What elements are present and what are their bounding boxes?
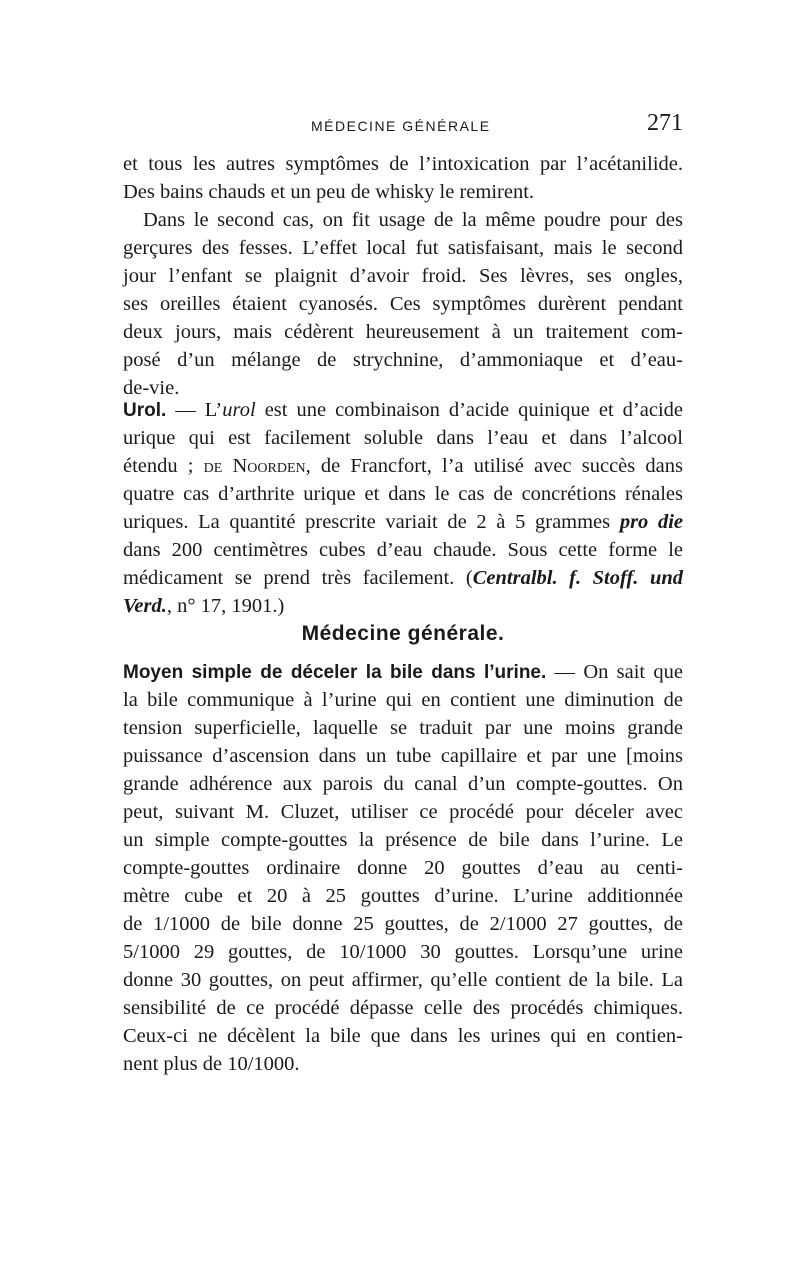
text-line: Verd., n° 17, 1901.) — [123, 595, 285, 617]
text-line: mètre cube et 20 à 25 gouttes d’urine. L’urine additionnée — [123, 885, 683, 907]
text-line: et tous les autres symptômes de l’intoxication par l’acétanilide. — [123, 153, 683, 175]
section-heading — [123, 620, 683, 648]
article-title-urol: Urol. — [123, 400, 167, 421]
text-line: compte-gouttes ordinaire donne 20 gouttes d’eau au centi- — [123, 857, 683, 879]
text-line: uriques. La quantité prescrite variait de 2 à 5 grammes pro die — [123, 511, 683, 533]
citation-journal: Centralbl. f. Stoff. und — [472, 567, 683, 589]
text-line: sensibilité de ce procédé dépasse celle des procédés chimiques. — [123, 997, 683, 1019]
page-number: 271 — [647, 110, 683, 136]
text-line: Des bains chauds et un peu de whisky le remirent. — [123, 181, 535, 203]
text-line: donne 30 gouttes, on peut affirmer, qu’elle contient de la bile. La — [123, 969, 683, 991]
text-line: Moyen simple de déceler la bile dans l’urine. — On sait que — [123, 661, 683, 683]
text-line: jour l’enfant se plaignit d’avoir froid. Ses lèvres, ses ongles, — [123, 265, 683, 287]
text-line: de-vie. — [123, 377, 180, 399]
text-line: urique qui est facilement soluble dans l’eau et dans l’alcool — [123, 427, 683, 449]
text-line: médicament se prend très facilement. (Centralbl. f. Stoff. und — [123, 567, 683, 589]
text-line: Urol. — L’urol est une combinaison d’acide quinique et d’acide — [123, 399, 684, 421]
paragraph-acetanilide-end — [123, 150, 683, 206]
article-title-bile: Moyen simple de déceler la bile dans l’urine. — [123, 662, 547, 683]
text-line: gerçures des fesses. L’effet local fut satisfaisant, mais le second — [123, 237, 683, 259]
text-line: de 1/1000 de bile donne 25 gouttes, de 2/1000 27 gouttes, de — [123, 913, 683, 935]
text-line: peut, suivant M. Cluzet, utiliser ce procédé pour déceler avec — [123, 801, 683, 823]
text-line: grande adhérence aux parois du canal d’un compte-gouttes. On — [123, 773, 683, 795]
text-line: ses oreilles étaient cyanosés. Ces symptômes durèrent pendant — [123, 293, 683, 315]
paragraph-second-case — [123, 206, 683, 402]
text-line: quatre cas d’arthrite urique et dans le cas de concrétions rénales — [123, 483, 683, 505]
text-line: 5/1000 29 gouttes, de 10/1000 30 gouttes. Lorsqu’une urine — [123, 941, 683, 963]
text-line: étendu ; de Noorden, de Francfort, l’a utilisé avec succès dans — [123, 455, 683, 477]
page-header — [123, 110, 683, 140]
paragraph-urol — [123, 396, 683, 620]
text-line: nent plus de 10/1000. — [123, 1053, 300, 1075]
text-line: posé d’un mélange de strychnine, d’ammoniaque et d’eau- — [123, 349, 683, 371]
text-line: puissance d’ascension dans un tube capillaire et par une [moins — [123, 745, 683, 767]
paragraph-bile — [123, 658, 683, 1078]
author-name: de Noorden — [203, 455, 306, 477]
text-line: Dans le second cas, on fit usage de la même poudre pour des — [143, 209, 683, 231]
text-line: deux jours, mais cédèrent heureusement à un traitement com- — [123, 321, 683, 343]
running-head: MÉDECINE GÉNÉRALE — [311, 118, 491, 134]
text-line: la bile communique à l’urine qui en contient une diminution de — [123, 689, 683, 711]
text-line: tension superficielle, laquelle se traduit par une moins grande — [123, 717, 683, 739]
text-line: dans 200 centimètres cubes d’eau chaude. Sous cette forme le — [123, 539, 683, 561]
section-title: Médecine générale. — [301, 622, 505, 645]
text-line: Ceux-ci ne décèlent la bile que dans les urines qui en contien- — [123, 1025, 683, 1047]
text-line: un simple compte-gouttes la présence de bile dans l’urine. Le — [123, 829, 683, 851]
